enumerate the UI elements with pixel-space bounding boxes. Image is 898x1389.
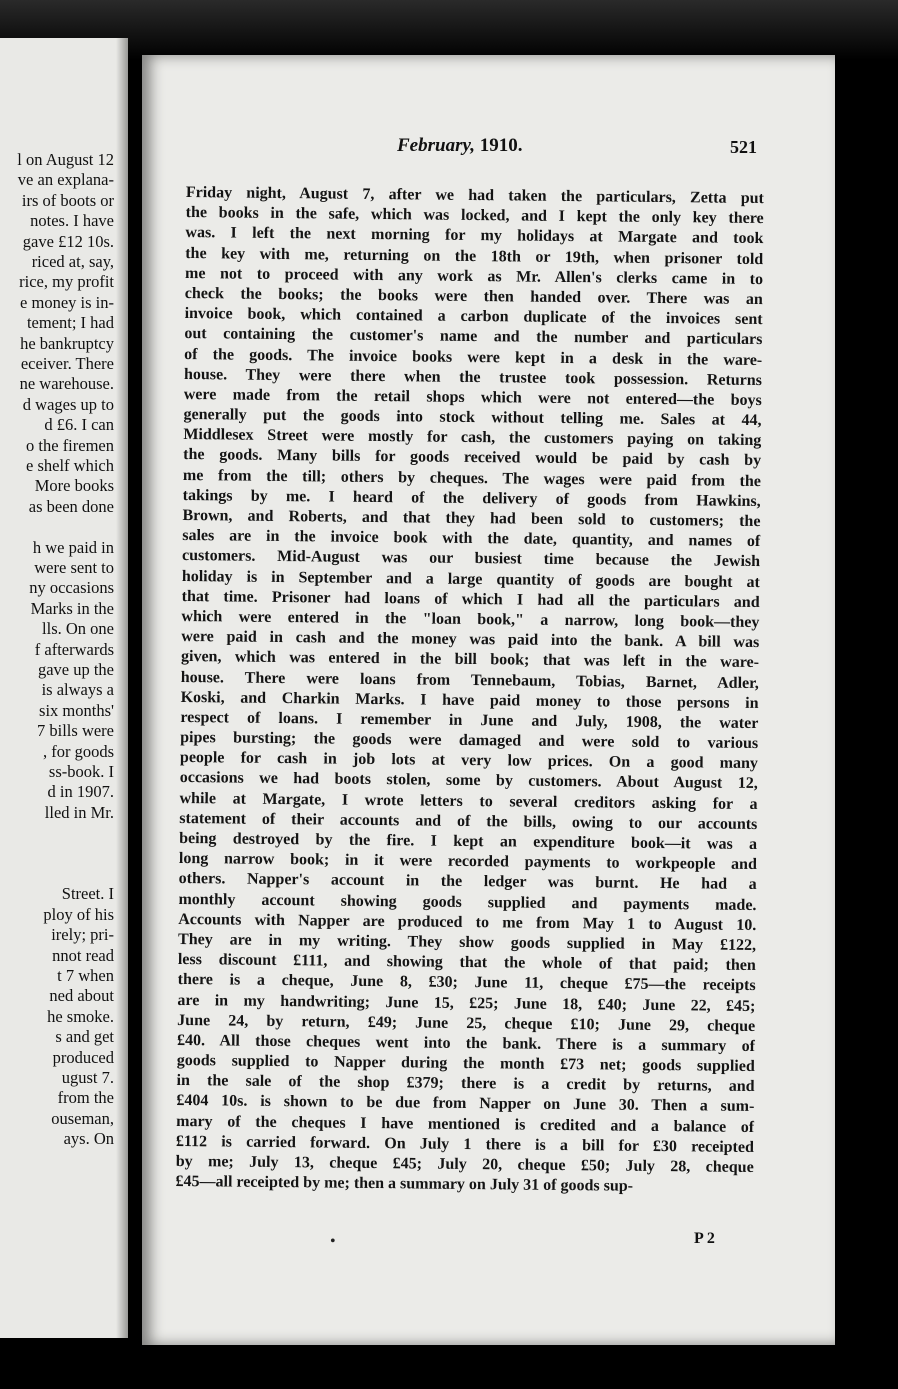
body-line: of the goods. The invoice books were kept in a desk in the ware- — [184, 345, 763, 369]
left-page-line: e money is in- — [20, 292, 114, 312]
footer-dot: • — [330, 1233, 336, 1250]
body-line: long narrow book; in it were recorded payments to workpeople and — [178, 850, 757, 874]
body-line: while at Margate, I wrote letters to several creditors asking for a — [179, 789, 758, 813]
body-line: out containing the customer's name and the number and particulars — [184, 325, 763, 349]
left-page-line: , for goods — [42, 741, 114, 761]
left-page-line: riced at, say, — [31, 252, 114, 271]
left-page-line: irs of boots or — [21, 190, 114, 210]
left-page-line: d in 1907. — [47, 782, 114, 802]
left-page-line: ugust 7. — [61, 1068, 114, 1087]
body-line: Brown, and Roberts, and that they had been sold to customers; the — [182, 506, 761, 531]
body-line: June 24, by return, £49; June 25, cheque £10; June 29, cheque — [177, 1011, 756, 1035]
left-page-line: s and get — [55, 1027, 114, 1047]
running-head-month: February, — [397, 135, 475, 156]
left-page-line: t 7 when — [57, 966, 114, 985]
body-line: Middlesex Street were mostly for cash, the customers paying on taking — [183, 426, 762, 450]
body-line: that time. Prisoner had loans of which I had all the particulars and — [181, 587, 760, 611]
body-line: by me; July 13, cheque £45; July 20, cheque £50; July 28, cheque — [175, 1152, 754, 1176]
body-line: are in my handwriting; June 15, £25; June 18, £40; June 22, £45; — [177, 991, 756, 1015]
left-page-line: o the firemen — [26, 435, 114, 455]
right-page — [142, 55, 835, 1345]
left-page-line: ouseman, — [51, 1108, 114, 1128]
running-head — [397, 135, 522, 157]
body-line: invoice book, which contained a carbon duplicate of the invoices sent — [184, 305, 763, 329]
left-page-line: is always a — [41, 680, 114, 700]
left-page-line: 7 bills were — [37, 721, 114, 741]
left-page-line: notes. I have — [30, 211, 114, 231]
body-line: others. Napper's account in the ledger was burnt. He had a — [178, 870, 757, 894]
left-page-line: d £6. I can — [44, 415, 114, 435]
page-header — [142, 135, 835, 165]
left-page-line: e shelf which — [26, 456, 114, 475]
left-page-line: gave £12 10s. — [22, 231, 114, 251]
left-page-line: d wages up to — [22, 394, 114, 414]
left-page-line: six months' — [39, 700, 114, 720]
body-line: me from the till; others by cheques. The wages were paid from the — [182, 466, 761, 490]
body-line: £404 10s. is shown to be due from Napper on June 30. Then a sum- — [176, 1092, 755, 1116]
body-line: sales are in the invoice book with the date, quantity, and names of — [182, 527, 761, 551]
left-page-line: f afterwards — [34, 639, 114, 659]
body-line: £45—all receipted by me; then a summary on July 31 of goods sup- — [175, 1173, 634, 1195]
left-page-line: eceiver. There — [20, 354, 114, 373]
body-line: in the sale of the shop £379; there is a credit by returns, and — [176, 1072, 755, 1096]
book-gutter-shadow — [116, 38, 128, 1338]
body-line: were paid in cash and the money was paid into the bank. A bill was — [181, 628, 760, 652]
left-page-line: ve an explana- — [17, 170, 114, 190]
left-page-line: irely; pri- — [51, 925, 114, 945]
left-page-line: he smoke. — [47, 1006, 114, 1026]
body-line: the key with me, returning on the 18th or 19th, when prisoner told — [185, 244, 764, 268]
body-line: check the books; the books were then handed over. There was an — [184, 284, 763, 308]
left-page-line: nnot read — [52, 945, 114, 965]
body-line: there is a cheque, June 8, £30; June 11, cheque £75—the receipts — [177, 971, 756, 995]
body-line: They are in my writing. They show goods supplied in May £122, — [177, 930, 757, 954]
left-page-line: ays. On — [63, 1129, 114, 1149]
body-line: Friday night, August 7, after we had taken the particulars, Zetta put — [185, 183, 764, 208]
body-line: pipes bursting; the goods were damaged and were sold to various — [180, 729, 759, 753]
body-line: statement of their accounts and of the bills, owing to our accounts — [179, 809, 758, 833]
left-page-line: l on August 12 — [17, 150, 114, 169]
left-page-fragment — [0, 38, 128, 1338]
left-page-line: ned about — [49, 986, 114, 1006]
left-page-line: More books — [34, 476, 114, 496]
left-page-line: Street. I — [61, 884, 114, 904]
body-line: house. They were there when the trustee took possession. Returns — [183, 365, 763, 389]
left-page-line: as been done — [28, 496, 114, 516]
left-page-line: h we paid in — [32, 537, 114, 557]
body-line: people for cash in job lots at very low prices. On a good many — [179, 749, 759, 773]
body-line: the goods. Many bills for goods received would be paid by cash by — [183, 446, 762, 470]
left-page-line: produced — [52, 1047, 114, 1067]
body-line: given, which was entered in the bill book; that was left in the ware- — [180, 648, 760, 672]
left-page-line: were sent to — [34, 558, 114, 577]
body-line: generally put the goods into stock without telling me. Sales at 44, — [183, 406, 762, 430]
left-page-line: ploy of his — [43, 904, 114, 924]
left-page-line: tement; I had — [26, 313, 114, 333]
left-page-line: lls. On one — [42, 619, 114, 639]
body-line: mary of the cheques I have mentioned is credited and a balance of — [176, 1112, 755, 1136]
left-page-line: ny occasions — [29, 578, 114, 598]
body-line: Koski, and Charkin Marks. I have paid money to those persons in — [180, 688, 759, 712]
body-line: Accounts with Napper are produced to me from May 1 to August 10. — [178, 910, 757, 934]
left-page-line: ne warehouse. — [19, 374, 114, 394]
left-page-line: gave up the — [37, 660, 114, 679]
body-line: monthly account showing goods supplied and payments made. — [178, 890, 757, 914]
body-text — [175, 183, 764, 1198]
body-line: less discount £111, and showing that the whole of that paid; then — [177, 951, 756, 975]
body-line: being destroyed by the fire. I kept an expenditure book—it was a — [179, 829, 758, 854]
left-page-line: ss-book. I — [48, 762, 114, 781]
left-page-line: rice, my profit — [19, 272, 114, 292]
left-page-line: he bankruptcy — [20, 333, 114, 353]
body-line: holiday is in September and a large quantity of goods are bought at — [181, 567, 760, 591]
left-page-line: Marks in the — [30, 598, 114, 618]
scan-background-top — [0, 0, 898, 60]
body-line: £40. All those cheques went into the bank. There is a summary of — [176, 1031, 756, 1055]
body-line: occasions we had boots stolen, some by customers. About August 12, — [179, 769, 758, 793]
left-page-line: lled in Mr. — [44, 802, 114, 822]
body-line: were made from the retail shops which were not entered—the boys — [183, 385, 762, 409]
signature-mark: P 2 — [694, 1230, 715, 1247]
body-line: customers. Mid-August was our busiest time because the Jewish — [182, 547, 761, 571]
body-line: house. There were loans from Tennebaum, Tobias, Barnet, Adler, — [180, 668, 759, 692]
body-line: takings by me. I heard of the delivery of goods from Hawkins, — [182, 486, 761, 510]
left-page-line: from the — [57, 1088, 114, 1108]
running-head-year: 1910. — [479, 135, 523, 156]
body-line: the books in the safe, which was locked, and I kept the only key there — [185, 204, 764, 228]
body-line: was. I left the next morning for my holidays at Margate and took — [185, 224, 764, 248]
body-line: respect of loans. I remember in June and July, 1908, the water — [180, 708, 759, 732]
body-line: which were entered in the "loan book," a narrow, long book—they — [181, 607, 760, 631]
page-number: 521 — [730, 137, 757, 157]
body-line: £112 is carried forward. On July 1 there is a bill for £30 receipted — [175, 1132, 755, 1156]
body-line: me not to proceed with any work as Mr. Allen's clerks came in to — [184, 264, 764, 288]
body-line: goods supplied to Napper during the month £73 net; goods supplied — [176, 1052, 755, 1076]
